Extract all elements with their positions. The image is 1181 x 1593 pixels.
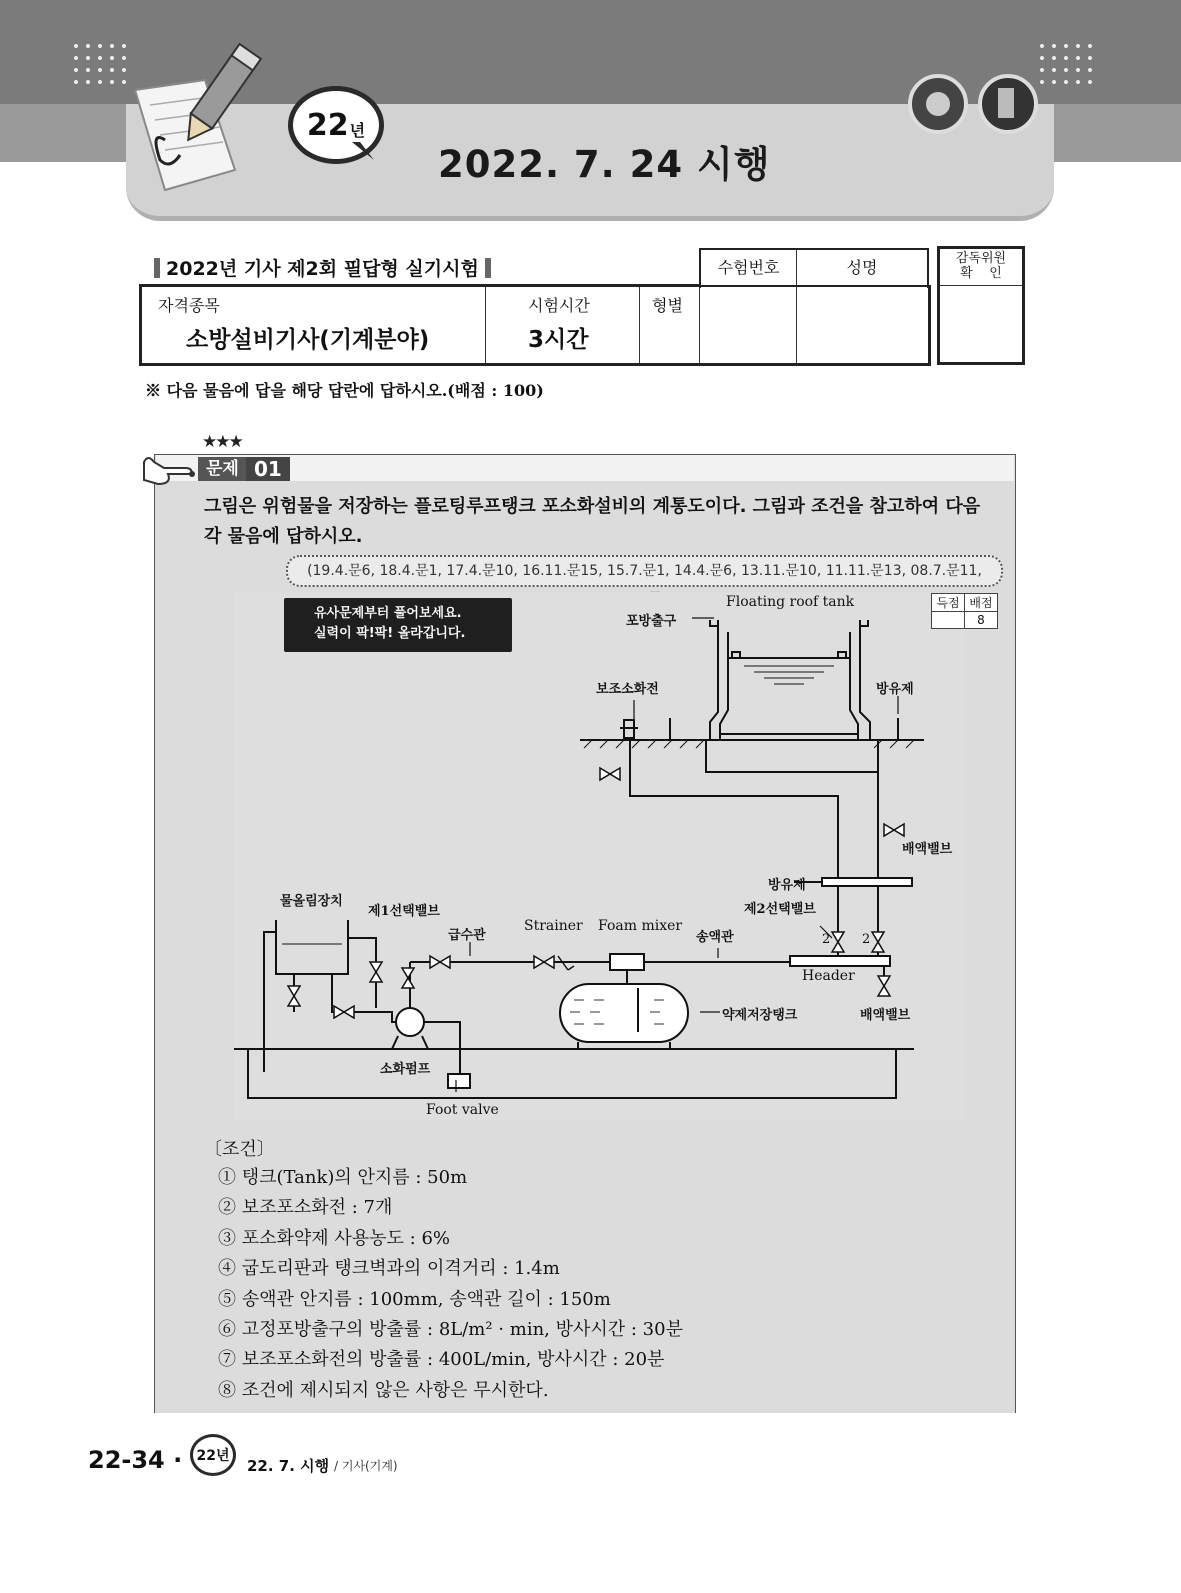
label-select-valve-2: 제2선택밸브 [744, 902, 816, 917]
footer-date: 22. 7. 시행 [247, 1457, 330, 1475]
time-label: 시험시간 [528, 296, 590, 315]
label-priming-device: 물올림장치 [280, 894, 343, 909]
condition-item: ① 탱크(Tank)의 안지름 : 50m [218, 1167, 468, 1188]
name-field[interactable] [797, 287, 925, 363]
tip-line-2: 실력이 팍!팍! 올라갑니다. [314, 626, 466, 641]
score-earned-field[interactable] [932, 612, 965, 629]
label-num-2a: 2 [822, 932, 831, 947]
supervisor-label-line1: 감독위원 [955, 251, 1007, 266]
pencil-paper-icon [125, 40, 275, 200]
tip-line-1: 유사문제부터 풀어보세요. [314, 606, 462, 621]
subject-value: 소방설비기사(기계분야) [186, 327, 430, 353]
year-badge-number: 22 [306, 107, 349, 143]
pointing-hand-icon [138, 452, 198, 488]
label-foot-valve: Foot valve [426, 1102, 499, 1118]
label-foam-outlet: 포방출구 [626, 614, 677, 629]
label-aux-hydrant: 보조소화전 [596, 682, 659, 697]
exam-title [148, 254, 497, 281]
exam-date: 2022. 7. 24 시행 [438, 143, 771, 186]
label-dike-2: 방유제 [768, 878, 806, 893]
label-foam-mixer: Foam mixer [598, 918, 683, 934]
dot-pattern-left [70, 40, 130, 86]
badge-tail-icon [352, 142, 376, 162]
label-header: Header [802, 968, 855, 984]
conditions-title: 〔조건〕 [204, 1139, 275, 1160]
problem-label: 문제 [198, 457, 247, 481]
type-label: 형별 [652, 296, 683, 315]
firefighter-icons [906, 74, 1046, 134]
score-head-points: 배점 [965, 594, 998, 612]
label-transfer-pipe: 송액관 [696, 930, 734, 945]
question-text: 그림은 위험물을 저장하는 플로팅루프탱크 포소화설비의 계통도이다. 그림과 조건을 참고하여 다음 각 물음에 답하시오. [204, 496, 981, 547]
candidate-header-box [699, 248, 929, 288]
label-floating-roof-tank: Floating roof tank [726, 594, 855, 610]
label-num-2b: 2 [862, 932, 871, 947]
name-label: 성명 [846, 258, 878, 277]
exam-title-text: 2022년 기사 제2회 필답형 실기시험 [166, 258, 479, 280]
score-table [931, 593, 998, 629]
condition-item: ⑦ 보조포소화전의 방출률 : 400L/min, 방사시간 : 20분 [218, 1349, 665, 1371]
conditions-list [218, 1163, 683, 1406]
title-bar-left [154, 258, 160, 278]
label-select-valve-1: 제1선택밸브 [368, 904, 440, 919]
difficulty-stars: ★★★ [202, 432, 242, 452]
subject-cell [142, 287, 486, 363]
tip-banner [284, 598, 512, 652]
condition-item: ⑧ 조건에 제시되지 않은 사항은 무시한다. [218, 1379, 549, 1401]
exam-number-field[interactable] [700, 287, 797, 363]
condition-item: ④ 굽도리판과 탱크벽과의 이격거리 : 1.4m [218, 1258, 560, 1280]
footer-year-badge: 22년 [190, 1434, 236, 1476]
label-supply-pipe: 급수관 [448, 928, 486, 943]
condition-item: ③ 포소화약제 사용농도 : 6% [218, 1227, 450, 1249]
floating-roof-tank-diagram [234, 592, 964, 1120]
notice-text: ※ 다음 물음에 답을 해당 답란에 답하시오.(배점 : 100) [145, 381, 544, 400]
label-storage-tank: 약제저장탱크 [722, 1008, 798, 1023]
title-bar-right [485, 258, 491, 278]
subject-label: 자격종목 [158, 296, 220, 315]
label-strainer: Strainer [524, 918, 583, 934]
footer-subtitle: / 기사(기계) [334, 1459, 398, 1473]
score-head-earned: 득점 [932, 594, 965, 612]
condition-item: ⑥ 고정포방출구의 방출률 : 8L/m² · min, 방사시간 : 30분 [218, 1319, 683, 1341]
exam-number-label: 수험번호 [701, 250, 797, 288]
supervisor-label [940, 249, 1022, 286]
supervisor-label-line2: 확 인 [960, 266, 1002, 281]
condition-item: ⑤ 송액관 안지름 : 100mm, 송액관 길이 : 150m [218, 1288, 611, 1310]
label-drain-valve-lower: 배액밸브 [860, 1008, 911, 1023]
reference-list: (19.4.문6, 18.4.문1, 17.4.문10, 16.11.문15, 15.7.문1, 14.4.문6, 13.11.문10, 11.11.문13, 08.7.문11, [286, 555, 1003, 587]
page-number: 22-34 · [88, 1446, 183, 1474]
condition-item: ② 보조포소화전 : 7개 [218, 1197, 393, 1219]
type-cell [640, 287, 700, 363]
label-drain-valve-upper: 배액밸브 [902, 842, 953, 857]
problem-number: 01 [246, 457, 290, 481]
label-dike: 방유제 [876, 682, 914, 697]
year-badge-unit: 년 [349, 120, 366, 140]
exam-info-grid [139, 285, 931, 366]
supervisor-confirm-box [937, 246, 1025, 365]
label-fire-pump: 소화펌프 [380, 1062, 431, 1077]
score-points-value: 8 [965, 612, 998, 629]
time-value: 3시간 [528, 327, 589, 353]
time-cell [486, 287, 640, 363]
